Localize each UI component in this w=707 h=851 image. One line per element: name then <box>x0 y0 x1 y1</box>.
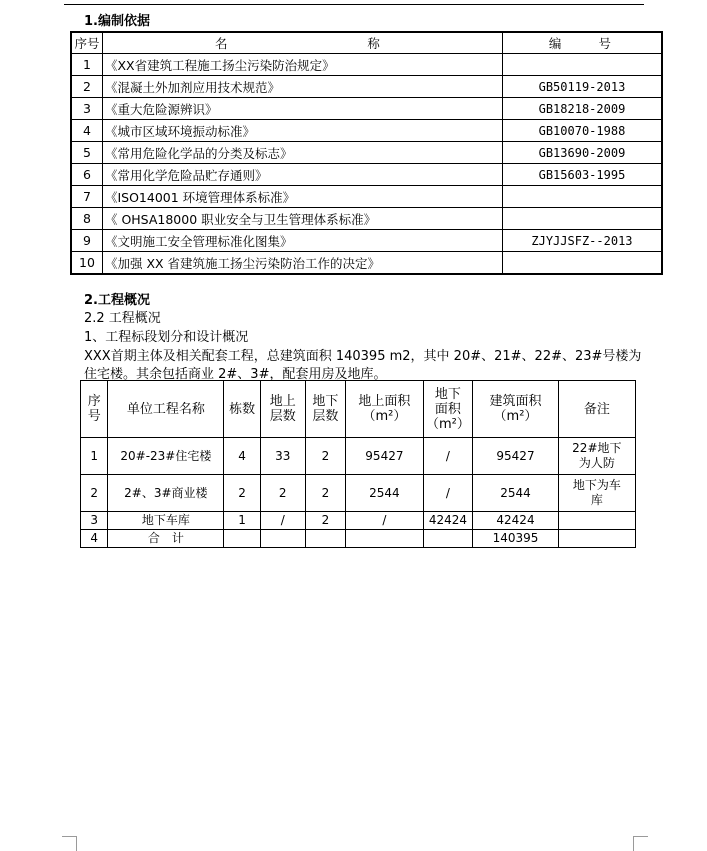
row-name: 《混凝土外加剂应用技术规范》 <box>102 76 502 98</box>
row-code: GB18218-2009 <box>502 98 662 120</box>
cell-unit: 地下车库 <box>108 512 224 530</box>
cell-below-area <box>423 530 473 548</box>
cell-total-area: 42424 <box>473 512 558 530</box>
header-count: 栋数 <box>224 381 261 438</box>
cell-unit: 2#、3#商业楼 <box>108 475 224 512</box>
table-row <box>81 512 636 530</box>
row-name: 《文明施工安全管理标准化图集》 <box>102 230 502 252</box>
cell-above-area: 95427 <box>346 438 423 475</box>
section2-heading: 2.工程概况 <box>84 293 150 308</box>
row-name: 《城市区域环境振动标准》 <box>102 120 502 142</box>
row-name: 《加强 XX 省建筑施工扬尘污染防治工作的决定》 <box>102 252 502 275</box>
cell-count: 4 <box>224 438 261 475</box>
row-name: 《ISO14001 环境管理体系标准》 <box>102 186 502 208</box>
row-seq: 7 <box>71 186 102 208</box>
table-row <box>71 252 662 275</box>
header-below-floors: 地下 层数 <box>305 381 346 438</box>
table-row <box>71 186 662 208</box>
table-row <box>71 208 662 230</box>
header-seq: 序号 <box>71 32 102 54</box>
table-header-row <box>81 381 636 438</box>
table-row <box>71 98 662 120</box>
row-code: GB10070-1988 <box>502 120 662 142</box>
cell-below-area: 42424 <box>423 512 473 530</box>
row-seq: 6 <box>71 164 102 186</box>
header-below-area: 地下 面积 （m²） <box>423 381 473 438</box>
row-code <box>502 186 662 208</box>
sub-heading: 2.2 工程概况 <box>84 311 161 326</box>
row-name: 《常用危险化学品的分类及标志》 <box>102 142 502 164</box>
row-name: 《重大危险源辨识》 <box>102 98 502 120</box>
cell-above-area: / <box>346 512 423 530</box>
row-seq: 2 <box>71 76 102 98</box>
page-corner-mark <box>633 836 648 851</box>
cell-count: 1 <box>224 512 261 530</box>
header-remark: 备注 <box>558 381 635 438</box>
row-name: 《常用化学危险品贮存通则》 <box>102 164 502 186</box>
row-code: GB50119-2013 <box>502 76 662 98</box>
table-header-row <box>71 32 662 54</box>
cell-remark <box>558 530 635 548</box>
table-row <box>71 230 662 252</box>
cell-total-area: 140395 <box>473 530 558 548</box>
cell-above-area <box>346 530 423 548</box>
cell-count <box>224 530 261 548</box>
cell-remark: 地下为车 库 <box>558 475 635 512</box>
row-seq: 1 <box>71 54 102 76</box>
table-row <box>71 54 662 76</box>
cell-count: 2 <box>224 475 261 512</box>
cell-seq: 2 <box>81 475 108 512</box>
overview-paragraph-line2: 住宅楼。其余包括商业 2#、3#，配套用房及地库。 <box>84 367 387 382</box>
table-row <box>71 120 662 142</box>
header-rule <box>64 0 644 5</box>
item-heading: 1、工程标段划分和设计概况 <box>84 330 249 345</box>
row-seq: 3 <box>71 98 102 120</box>
row-code: GB13690-2009 <box>502 142 662 164</box>
cell-unit: 20#-23#住宅楼 <box>108 438 224 475</box>
cell-remark <box>558 512 635 530</box>
row-seq: 9 <box>71 230 102 252</box>
cell-total-area: 2544 <box>473 475 558 512</box>
header-code-char: 编 <box>548 36 562 51</box>
cell-above-floors: 2 <box>260 475 305 512</box>
project-overview-table <box>80 380 636 548</box>
cell-below-area: / <box>423 475 473 512</box>
header-seq: 序 号 <box>81 381 108 438</box>
table-row <box>81 475 636 512</box>
header-name <box>102 32 502 54</box>
row-seq: 5 <box>71 142 102 164</box>
row-code <box>502 54 662 76</box>
row-name: 《XX省建筑工程施工扬尘污染防治规定》 <box>102 54 502 76</box>
header-code-char: 号 <box>598 36 611 51</box>
cell-above-floors: / <box>260 512 305 530</box>
cell-unit: 合 计 <box>108 530 224 548</box>
cell-seq: 1 <box>81 438 108 475</box>
cell-below-floors <box>305 530 346 548</box>
cell-below-floors: 2 <box>305 512 346 530</box>
row-code: ZJYJJSFZ--2013 <box>502 230 662 252</box>
page-corner-mark <box>62 836 77 851</box>
row-code <box>502 208 662 230</box>
row-seq: 4 <box>71 120 102 142</box>
header-unit: 单位工程名称 <box>108 381 224 438</box>
cell-below-area: / <box>423 438 473 475</box>
cell-seq: 4 <box>81 530 108 548</box>
header-name-char: 名 <box>214 36 228 51</box>
header-total-area: 建筑面积 （m²） <box>473 381 558 438</box>
header-above-floors: 地上 层数 <box>260 381 305 438</box>
cell-above-area: 2544 <box>346 475 423 512</box>
row-code: GB15603-1995 <box>502 164 662 186</box>
row-seq: 10 <box>71 252 102 275</box>
table-row <box>81 530 636 548</box>
row-code <box>502 252 662 275</box>
section1-heading: 1.编制依据 <box>84 14 150 29</box>
standards-table <box>70 31 663 275</box>
header-code <box>502 32 662 54</box>
table-row <box>71 76 662 98</box>
header-above-area: 地上面积 （m²） <box>346 381 423 438</box>
row-name: 《 OHSA18000 职业安全与卫生管理体系标准》 <box>102 208 502 230</box>
header-name-char: 称 <box>367 36 380 51</box>
overview-paragraph-line1: XXX首期主体及相关配套工程，总建筑面积 140395 m2，其中 20#、21#、22#、23#号楼为 <box>84 349 642 364</box>
row-seq: 8 <box>71 208 102 230</box>
cell-total-area: 95427 <box>473 438 558 475</box>
table-row <box>71 164 662 186</box>
cell-below-floors: 2 <box>305 475 346 512</box>
cell-seq: 3 <box>81 512 108 530</box>
table-row <box>71 142 662 164</box>
cell-remark: 22#地下 为人防 <box>558 438 635 475</box>
cell-below-floors: 2 <box>305 438 346 475</box>
cell-above-floors <box>260 530 305 548</box>
cell-above-floors: 33 <box>260 438 305 475</box>
table-row <box>81 438 636 475</box>
